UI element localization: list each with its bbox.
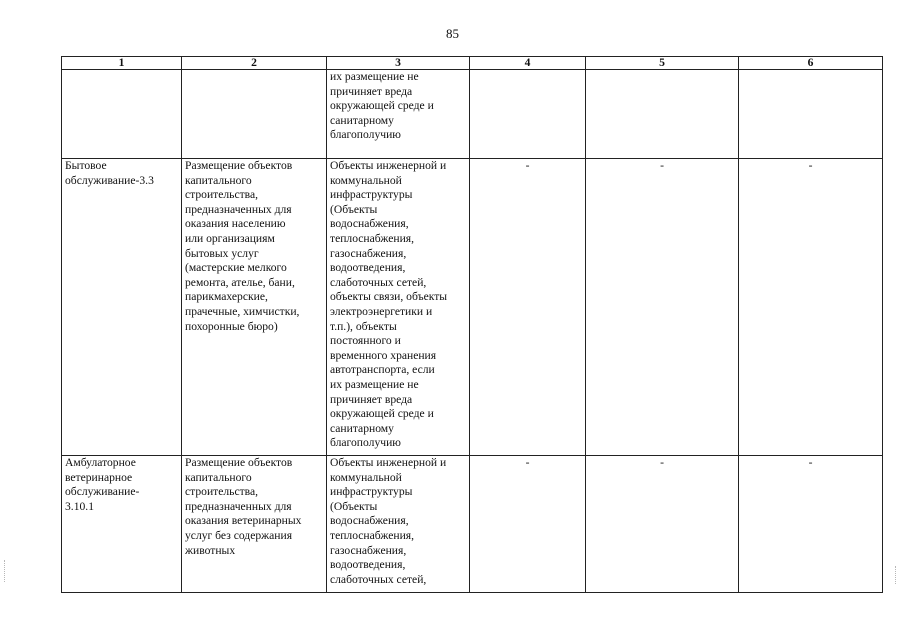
table-cell xyxy=(739,70,883,159)
header-col-4: 4 xyxy=(470,57,586,70)
table-cell: - xyxy=(739,159,883,456)
table-header-row xyxy=(62,57,883,70)
table-cell: Размещение объектов капитального строительства, предназначенных для оказания населению или организациям бытовых услуг (мастерские мелкого ремонта, ателье, бани, парикмахерские, прачечные, химчистки, похоронные бюро) xyxy=(182,159,327,456)
table-cell: - xyxy=(586,456,739,593)
table-cell: - xyxy=(739,456,883,593)
table-cell: - xyxy=(470,456,586,593)
header-col-3: 3 xyxy=(327,57,470,70)
table-cell xyxy=(182,70,327,159)
scan-artifact xyxy=(895,566,899,584)
zoning-table xyxy=(61,56,883,593)
header-col-2: 2 xyxy=(182,57,327,70)
table-cell xyxy=(62,70,182,159)
table-cell: их размещение не причиняет вреда окружающей среде и санитарному благополучию xyxy=(327,70,470,159)
table-row xyxy=(62,159,883,456)
table-cell: Объекты инженерной и коммунальной инфраструктуры (Объекты водоснабжения, теплоснабжения, газоснабжения, водоотведения, слаботочных сетей, объекты связи, объекты электроэнергетики и т.п.), объекты постоянного и временного хранения автотранспорта, если их размещение не причиняет вреда окружающей среде и санитарному благополучию xyxy=(327,159,470,456)
table-cell xyxy=(470,70,586,159)
table-cell: Амбулаторное ветеринарное обслуживание- 3.10.1 xyxy=(62,456,182,593)
table-cell: Объекты инженерной и коммунальной инфраструктуры (Объекты водоснабжения, теплоснабжения, газоснабжения, водоотведения, слаботочных сетей, xyxy=(327,456,470,593)
table-cell xyxy=(586,70,739,159)
table-cell: Бытовое обслуживание-3.3 xyxy=(62,159,182,456)
header-col-1: 1 xyxy=(62,57,182,70)
scan-artifact xyxy=(4,560,8,582)
header-col-6: 6 xyxy=(739,57,883,70)
table-cell: - xyxy=(586,159,739,456)
page-number: 85 xyxy=(446,26,459,41)
table-cell: Размещение объектов капитального строительства, предназначенных для оказания ветеринарных услуг без содержания животных xyxy=(182,456,327,593)
table-cell: - xyxy=(470,159,586,456)
header-col-5: 5 xyxy=(586,57,739,70)
table-row xyxy=(62,456,883,593)
table-row xyxy=(62,70,883,159)
